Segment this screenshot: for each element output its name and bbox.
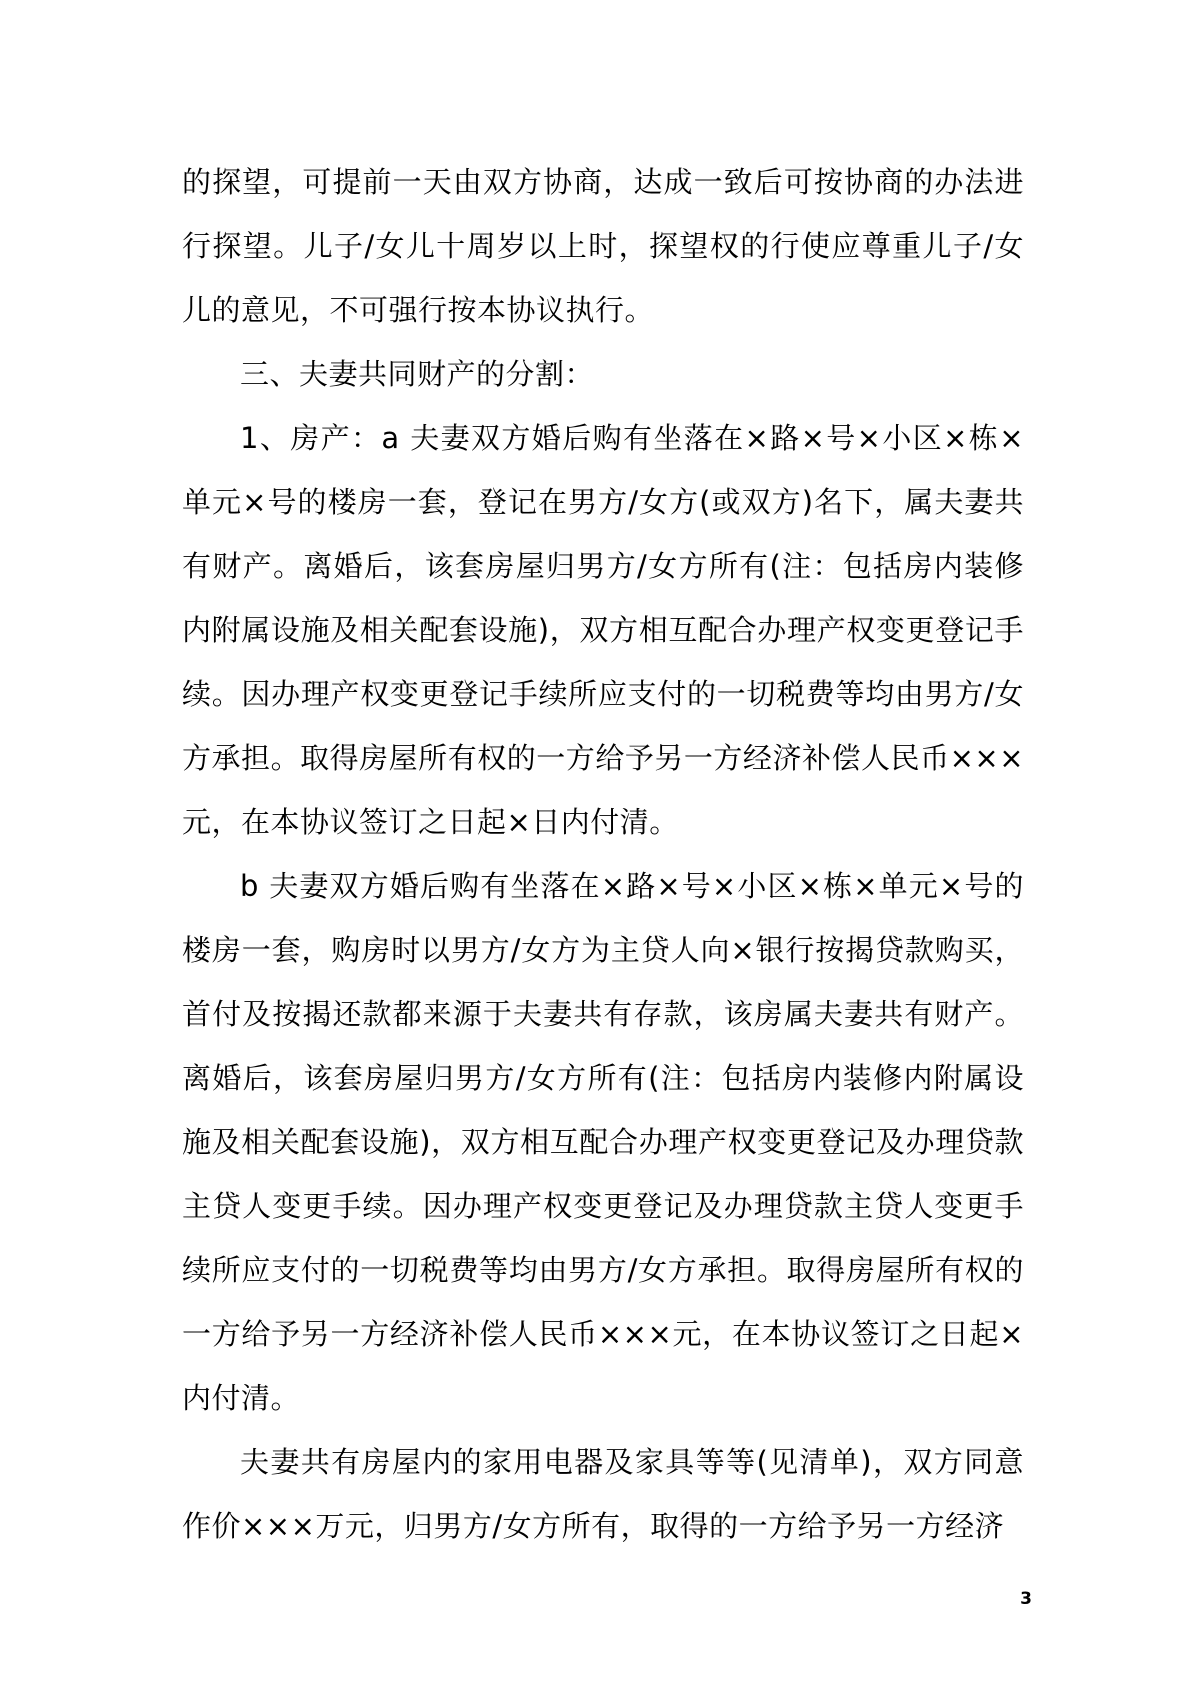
- paragraph-visitation-continued: 的探望，可提前一天由双方协商，达成一致后可按协商的办法进行探望。儿子/女儿十周岁以上时，探望权的行使应尊重儿子/女儿的意见，不可强行按本协议执行。: [182, 165, 1024, 327]
- paragraph-real-estate-b: b 夫妻双方婚后购有坐落在×路×号×小区×栋×单元×号的楼房一套，购房时以男方/女方为主贷人向×银行按揭贷款购买，首付及按揭还款都来源于夫妻共有存款，该房属夫妻共有财产。离婚后，该套房屋归男方/女方所有(注：包括房内装修内附属设施及相关配套设施)，双方相互配合办理产权变更登记及办理贷款主贷人变更手续。因办理产权变更登记及办理贷款主贷人变更手续所应支付的一切税费等均由男方/女方承担。取得房屋所有权的一方给予另一方经济补偿人民币×××元，在本协议签订之日起×内付清。: [182, 869, 1024, 1415]
- document-body: [182, 150, 1024, 1558]
- paragraph-real-estate-a: 1、房产：a 夫妻双方婚后购有坐落在×路×号×小区×栋×单元×号的楼房一套，登记在男方/女方(或双方)名下，属夫妻共有财产。离婚后，该套房屋归男方/女方所有(注：包括房内装修内附属设施及相关配套设施)，双方相互配合办理产权变更登记手续。因办理产权变更登记手续所应支付的一切税费等均由男方/女方承担。取得房屋所有权的一方给予另一方经济补偿人民币×××元，在本协议签订之日起×日内付清。: [182, 421, 1024, 839]
- section-heading-property-division: 三、夫妻共同财产的分割：: [240, 357, 595, 391]
- page-number: 3: [1020, 1589, 1032, 1609]
- paragraph-appliances-furniture: 夫妻共有房屋内的家用电器及家具等等(见清单)，双方同意作价×××万元，归男方/女方所有，取得的一方给予另一方经济: [182, 1445, 1024, 1543]
